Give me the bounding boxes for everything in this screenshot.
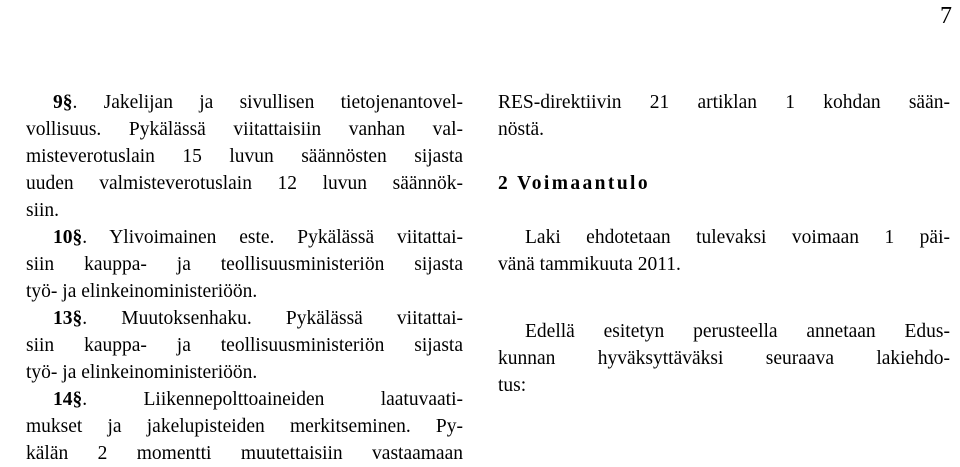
section-10-number: 10 xyxy=(53,227,73,248)
closing-line-1: Edellä esitetyn perusteella annetaan Edus- xyxy=(525,321,950,342)
left-column xyxy=(26,89,463,467)
section-9-line-1 xyxy=(26,89,463,116)
effective-date-line-1: Laki ehdotetaan tulevaksi voimaan 1 päi- xyxy=(525,227,950,248)
section-9-number: 9 xyxy=(53,92,63,113)
section-9-line-2: vollisuus. Pykälässä viitattaisiin vanhan val- xyxy=(26,119,463,140)
section-10-line-3: työ- ja elinkeinoministeriöön. xyxy=(26,281,258,302)
section-14-text: Py- xyxy=(410,416,463,437)
closing-line-2: kunnan hyväksyttäväksi seuraava lakiehdo- xyxy=(498,348,950,369)
section-13-text: Pykälässä viitattai- xyxy=(251,308,463,329)
section-9-paragraph xyxy=(26,89,463,224)
section-10-paragraph xyxy=(26,224,463,305)
section-13-line-2: siin kauppa- ja teollisuusministeriön sijasta xyxy=(26,335,463,356)
section-14-number: 14 xyxy=(53,389,73,410)
spacer xyxy=(498,197,950,224)
section-13-title: . Muutoksenhaku. xyxy=(82,308,252,329)
section-13-line-1 xyxy=(26,305,463,332)
section-symbol: § xyxy=(72,227,83,248)
section-9-line-4: uuden valmisteverotuslain 12 luvun säännök- xyxy=(26,173,463,194)
section-10-line-2: siin kauppa- ja teollisuusministeriön sijasta xyxy=(26,254,463,275)
section-14-title-cont: mukset ja jakelupisteiden merkitseminen. xyxy=(26,416,411,437)
page-number: 7 xyxy=(940,3,952,29)
closing-paragraph xyxy=(498,318,950,399)
section-heading: 2 Voimaantulo xyxy=(498,173,651,194)
closing-line-3: tus: xyxy=(498,375,527,396)
section-symbol: § xyxy=(62,92,73,113)
spacer xyxy=(498,305,950,318)
effective-date-paragraph xyxy=(498,224,950,278)
section-14-title: . Liikennepolttoaineiden laatuvaati- xyxy=(82,389,463,410)
section-14-line-3: kälän 2 momentti muutettaisiin vastaamaan xyxy=(26,443,463,464)
section-9-line-5: siin. xyxy=(26,200,60,221)
section-14-line-2 xyxy=(26,413,463,440)
right-column xyxy=(498,89,950,399)
section-10-title: . Ylivoimainen este. xyxy=(82,227,275,248)
effective-date-line-2: vänä tammikuuta 2011. xyxy=(498,254,681,275)
section-symbol: § xyxy=(72,308,83,329)
section-13-number: 13 xyxy=(53,308,73,329)
spacer xyxy=(498,143,950,170)
section-9-line-3: misteverotuslain 15 luvun säännösten sijasta xyxy=(26,146,463,167)
section-9-title: . Jakelijan ja sivullisen tietojenantovel- xyxy=(72,92,463,113)
section-symbol: § xyxy=(72,389,83,410)
spacer xyxy=(498,278,950,305)
continuation-paragraph xyxy=(498,89,950,143)
section-14-paragraph xyxy=(26,386,463,467)
section-10-line-1 xyxy=(26,224,463,251)
section-10-text: Pykälässä viitattai- xyxy=(274,227,464,248)
section-13-paragraph xyxy=(26,305,463,386)
section-13-line-3: työ- ja elinkeinoministeriöön. xyxy=(26,362,258,383)
continuation-line-2: nöstä. xyxy=(498,119,545,140)
section-14-line-1 xyxy=(26,386,463,413)
continuation-line-1: RES-direktiivin 21 artiklan 1 kohdan sään- xyxy=(498,92,950,113)
